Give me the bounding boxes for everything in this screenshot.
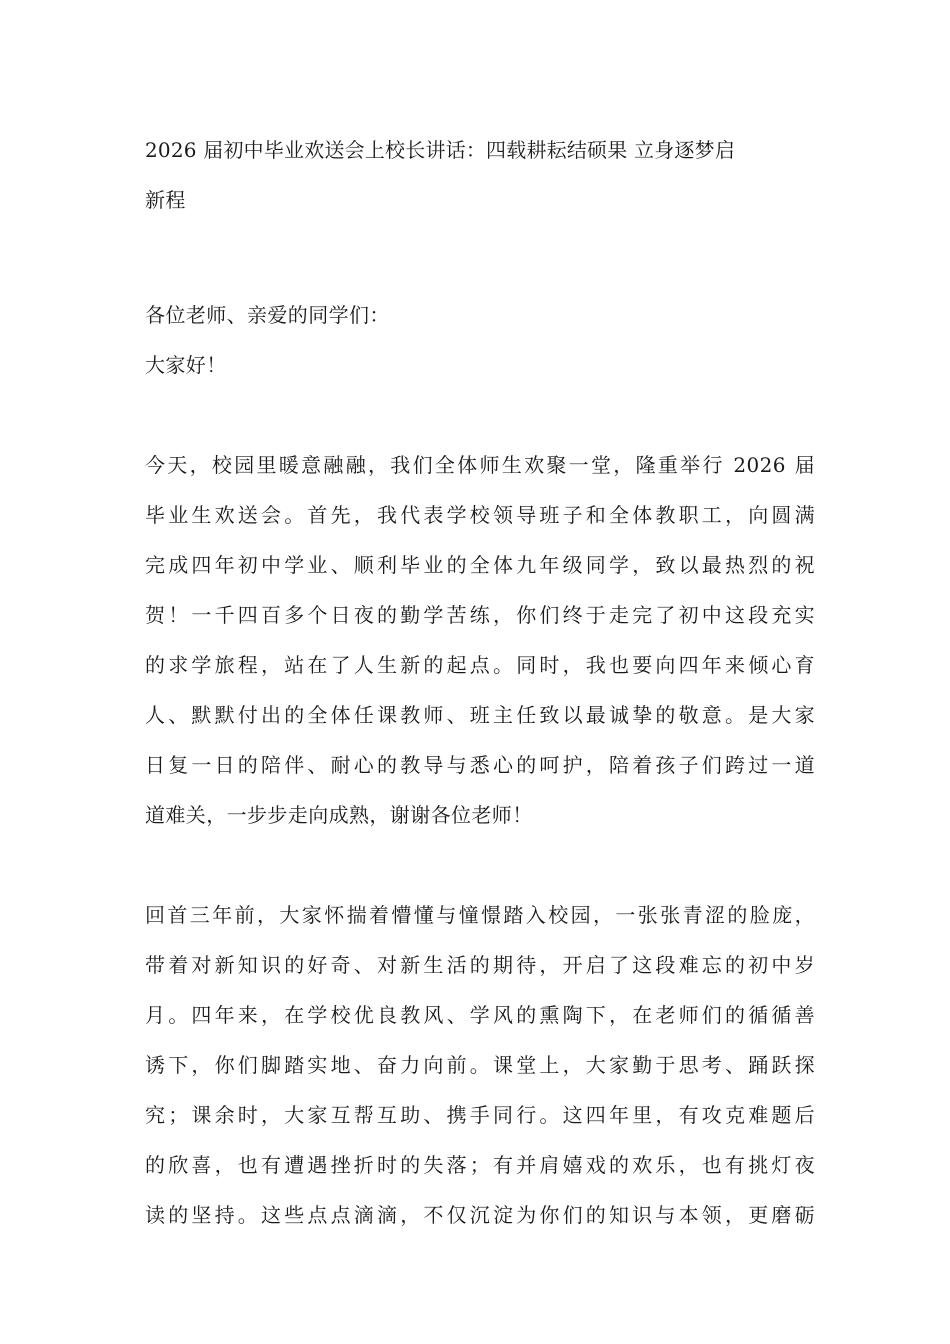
paragraph-line: 读的坚持。这些点点滴滴，不仅沉淀为你们的知识与本领，更磨砺 — [145, 1203, 815, 1227]
paragraph-line: 道难关，一步步走向成熟，谢谢各位老师！ — [145, 803, 533, 827]
speech-title — [145, 128, 815, 228]
paragraph-2 — [145, 893, 815, 1243]
document-page — [145, 128, 815, 1243]
paragraph-line: 日复一日的陪伴、耐心的教导与悉心的呵护，陪着孩子们跨过一道 — [145, 753, 815, 777]
paragraph-line: 回首三年前，大家怀揣着懵懂与憧憬踏入校园，一张张青涩的脸庞， — [145, 903, 815, 927]
paragraph-line: 毕业生欢送会。首先，我代表学校领导班子和全体教职工，向圆满 — [145, 503, 815, 527]
paragraph-line: 今天，校园里暖意融融，我们全体师生欢聚一堂，隆重举行 2026 届 — [145, 453, 815, 477]
paragraph-line: 贺！一千四百多个日夜的勤学苦练，你们终于走完了初中这段充实 — [145, 603, 815, 627]
paragraph-line: 诱下，你们脚踏实地、奋力向前。课堂上，大家勤于思考、踊跃探 — [145, 1053, 815, 1077]
paragraph-line: 带着对新知识的好奇、对新生活的期待，开启了这段难忘的初中岁 — [145, 953, 815, 977]
paragraph-line: 人、默默付出的全体任课教师、班主任致以最诚挚的敬意。是大家 — [145, 703, 815, 727]
paragraph-line: 究；课余时，大家互帮互助、携手同行。这四年里，有攻克难题后 — [145, 1103, 815, 1127]
title-line-2: 新程 — [145, 188, 186, 212]
salutation: 各位老师、亲爱的同学们： — [145, 303, 390, 327]
greeting: 大家好！ — [145, 353, 227, 377]
title-line-1: 2026 届初中毕业欢送会上校长讲话：四载耕耘结硕果 立身逐梦启 — [145, 138, 736, 162]
paragraph-line: 完成四年初中学业、顺利毕业的全体九年级同学，致以最热烈的祝 — [145, 553, 815, 577]
paragraph-1 — [145, 443, 815, 843]
paragraph-line: 的求学旅程，站在了人生新的起点。同时，我也要向四年来倾心育 — [145, 653, 815, 677]
paragraph-line: 月。四年来，在学校优良教风、学风的熏陶下，在老师们的循循善 — [145, 1003, 815, 1027]
paragraph-line: 的欣喜，也有遭遇挫折时的失落；有并肩嬉戏的欢乐，也有挑灯夜 — [145, 1153, 815, 1177]
